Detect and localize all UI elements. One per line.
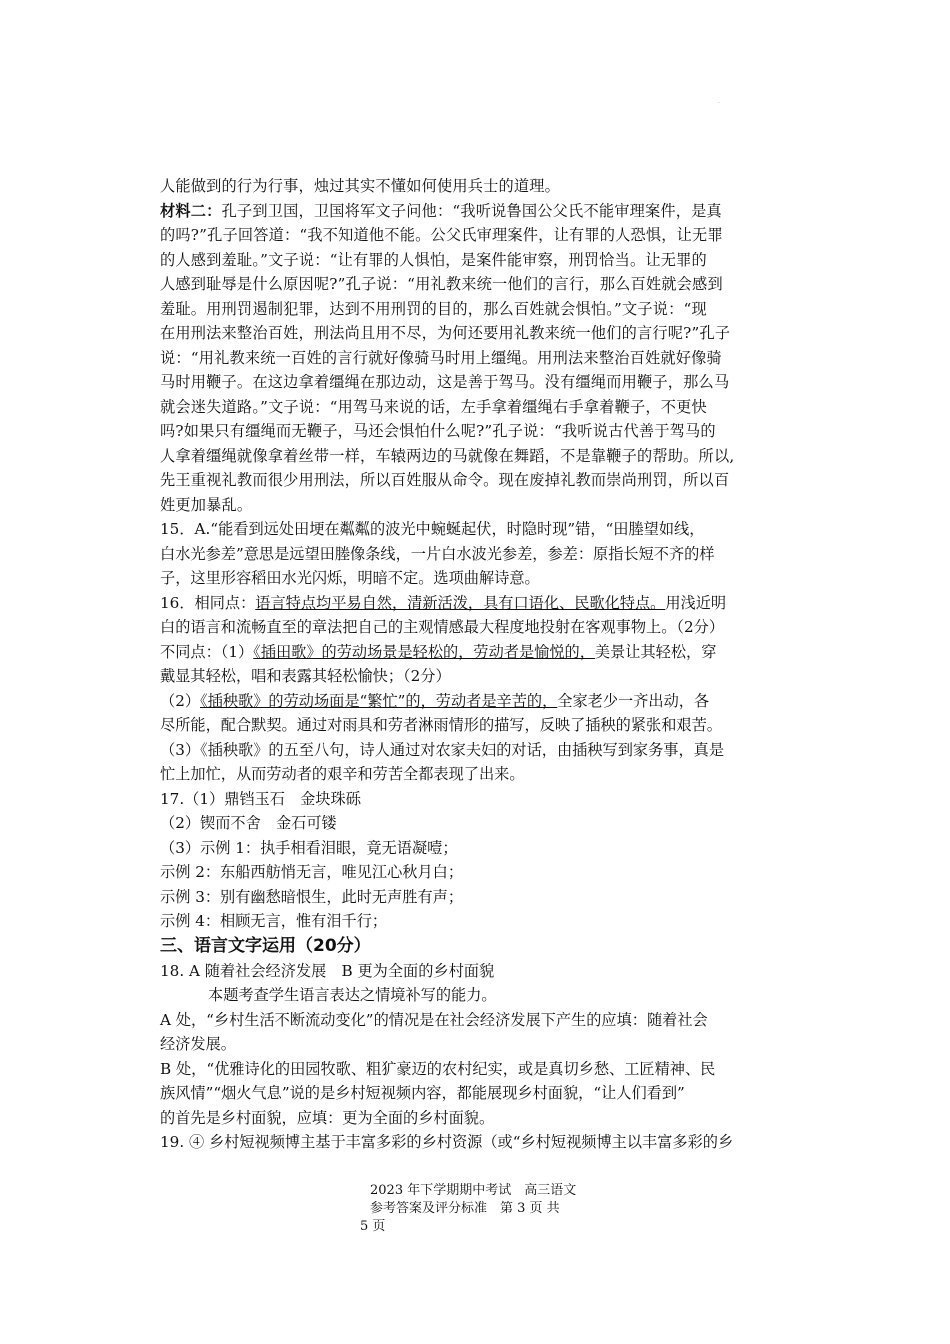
q15-answer-line: 白水光参差”意思是远望田塍像条线，一片白水波光参差，参差：原指长短不齐的样 (160, 544, 715, 563)
q18-answer-line: 本题考查学生语言表达之情境补写的能力。 (208, 986, 497, 1004)
material-two-label: 材料二： (160, 201, 222, 220)
material-line: 人拿着缰绳就像拿着丝带一样，车辕两边的马就像在舞蹈，不是靠鞭子的帮助。所以, (160, 446, 735, 465)
material-line: 在用刑法来整治百姓，刑法尚且用不尽，为何还要用礼教来统一他们的言行呢?”孔子 (160, 324, 731, 342)
q18-answer-line: 18. A 随着社会经济发展 B 更为全面的乡村面貌 (160, 961, 495, 980)
stray-mark: · (718, 100, 720, 107)
q18-answer-line: B 处，“优雅诗化的田园牧歌、粗犷豪迈的农村纪实，或是真切乡愁、工匠精神、民 (160, 1059, 716, 1078)
material-line: 说：“用礼教来统一百姓的言行就好像骑马时用上缰绳。用刑法来整治百姓就好像骑 (160, 348, 722, 367)
q15-answer-line: 15．A.“能看到远处田埂在粼粼的波光中蜿蜒起伏，时隐时现”错，“田塍望如线， (160, 520, 705, 538)
footer-line: 参考答案及评分标准 第 3 页 共 (370, 1201, 560, 1216)
q18-answer-line: 的首先是乡村面貌，应填：更为全面的乡村面貌。 (160, 1108, 495, 1127)
material-line: 姓更加暴乱。 (160, 495, 253, 514)
q18-answer-line: A 处，“乡村生活不断流动变化”的情况是在社会经济发展下产生的应填：随着社会 (160, 1010, 708, 1029)
document-body (160, 174, 796, 1155)
material-line: 的吗?”孔子回答道：“我不知道他不能。公父氏审理案件，让有罪的人恐惧，让无罪 (160, 226, 723, 244)
material-line: 马时用鞭子。在这边拿着缰绳在那边动，这是善于驾马。没有缰绳而用鞭子，那么马 (160, 373, 730, 391)
material-line: 人感到耻辱是什么原因呢?”孔子说：“用礼教来统一他们的言行，那么百姓就会感到 (160, 275, 723, 293)
section-heading: 三、语言文字运用（20分） (160, 935, 371, 956)
material-two-line: 材料二：孔子到卫国，卫国将军文子问他：“我听说鲁国公父氏不能审理案件，是真 (160, 201, 722, 220)
material-continuation: 人能做到的行为行事，烛过其实不懂如何使用兵士的道理。 (160, 177, 561, 195)
material-line: 吗?如果只有缰绳而无鞭子，马还会惧怕什么呢?”孔子说：“我听说古代善于驾马的 (160, 422, 716, 440)
q17-answer-line: 示例 4：相顾无言，惟有泪千行； (160, 912, 388, 930)
q16-answer-line: 不同点：（1）《插田歌》的劳动场景是轻松的，劳动者是愉悦的，美景让其轻松，穿 (160, 642, 717, 661)
q15-answer-line: 子，这里形容稻田水光闪烁，明暗不定。选项曲解诗意。 (160, 569, 540, 587)
q16-answer-line: 尽所能，配合默契。通过对雨具和劳者淋雨情形的描写，反映了插秧的紧张和艰苦。 (160, 716, 722, 734)
q16-answer-line: 戴显其轻松，唱和表露其轻松愉快；（2分） (160, 667, 451, 685)
q16-answer-line: 白的语言和流畅直至的章法把自己的主观情感最大程度地投射在客观事物上。（2分） (160, 618, 725, 636)
q18-answer-line: 经济发展。 (160, 1035, 236, 1053)
footer-page-number: 5 页 (360, 1219, 386, 1234)
q17-answer-line: 17.（1）鼎铛玉石 金块珠砾 (160, 789, 361, 808)
footer-line: 2023 年下学期期中考试 高三语文 (370, 1183, 577, 1198)
q16-answer-line: （3）《插秧歌》的五至八句，诗人通过对农家夫妇的对话，由插秧写到家务事，真是 (160, 740, 725, 759)
q18-answer-line: 族风情”“烟火气息”说的是乡村短视频内容，都能展现乡村面貌，“让人们看到” (160, 1084, 685, 1102)
q17-answer-line: （2）锲而不舍 金石可镂 (160, 814, 337, 832)
material-line: 的人感到羞耻。”文子说：“让有罪的人惧怕，是案件能审察，刑罚恰当。让无罪的 (160, 250, 707, 269)
underlined-key-point: 《插田歌》的劳动场景是轻松的，劳动者是愉悦的， (253, 642, 595, 661)
q19-answer-line: 19. ④ 乡村短视频博主基于丰富多彩的乡村资源（或“乡村短视频博主以丰富多彩的乡 (160, 1133, 734, 1151)
underlined-key-point: 《插秧歌》的劳动场面是“繁忙”的，劳动者是辛苦的， (200, 691, 558, 710)
q16-answer-line: （2）《插秧歌》的劳动场面是“繁忙”的，劳动者是辛苦的，全家老少一齐出动，各 (160, 691, 710, 710)
q16-answer-line: 忙上加忙，从而劳动者的艰辛和劳苦全都表现了出来。 (160, 765, 525, 783)
q17-answer-line: （3）示例 1：执手相看泪眼，竟无语凝噎； (160, 838, 458, 857)
underlined-key-point: 语言特点均平易自然，清新活泼，具有口语化、民歌化特点。 (255, 593, 666, 612)
material-line: 羞耻。用刑罚遏制犯罪，达到不用刑罚的目的，那么百姓就会惧怕。”文子说：“现 (160, 299, 707, 318)
q16-answer-line: 16．相同点：语言特点均平易自然，清新活泼，具有口语化、民歌化特点。用浅近明 (160, 593, 727, 612)
material-line: 就会迷失道路。”文子说：“用驾马来说的话，左手拿着缰绳右手拿着鞭子，不更快 (160, 397, 707, 416)
q17-answer-line: 示例 3：别有幽愁暗恨生，此时无声胜有声； (160, 887, 464, 906)
material-line: 先王重视礼教而很少用刑法，所以百姓服从命令。现在废掉礼教而崇尚刑罚，所以百 (160, 471, 730, 489)
q17-answer-line: 示例 2：东船西舫悄无言，唯见江心秋月白； (160, 863, 464, 881)
